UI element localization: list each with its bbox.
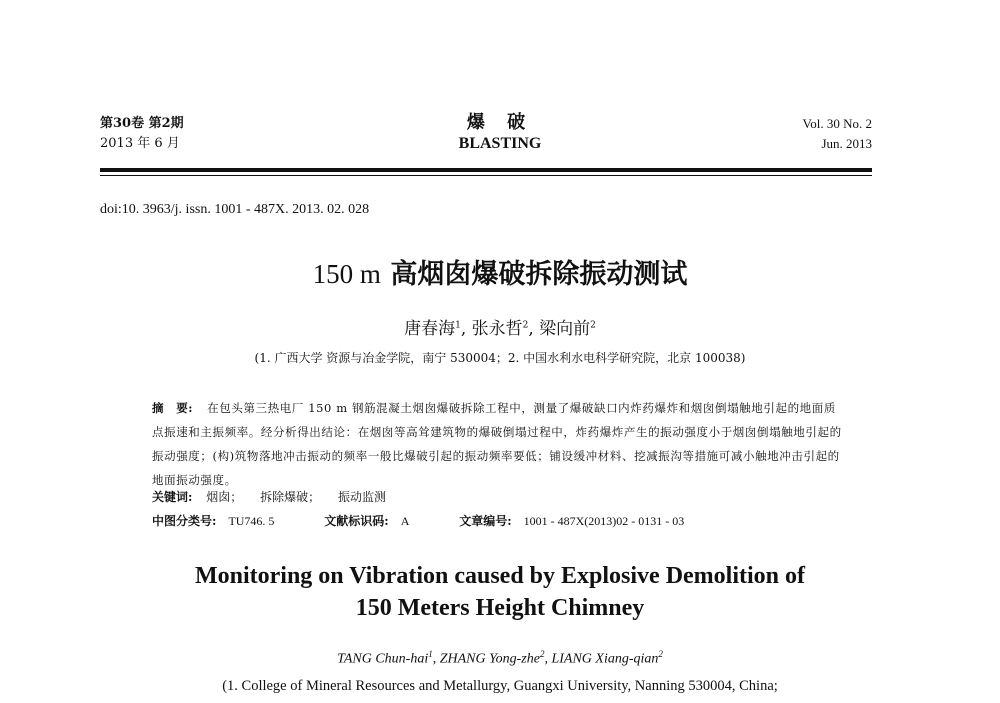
keyword: 拆除爆破；: [260, 490, 321, 504]
classification-row: [152, 512, 730, 529]
paper-title-cn: [0, 252, 1000, 291]
affiliation-en: (1. College of Mineral Resources and Metallurgy, Guangxi University, Nanning 530004, China;: [222, 678, 778, 694]
authors-en: TANG Chun-hai$^1$, ZHANG Yong-zhe$^2$, LIANG Xiang-qian$^2$: [337, 649, 663, 667]
author-affil-mark: 2: [522, 320, 529, 331]
author-cn: 梁向前: [539, 319, 591, 339]
author-affil-mark: 2: [590, 320, 596, 331]
paper-title-en: [0, 560, 1000, 624]
keywords-label: 关键词:: [152, 490, 193, 504]
abstract-cn: [152, 396, 842, 492]
date-cn: 2013 年 6 月: [100, 136, 180, 151]
clc-value: TU746. 5: [228, 514, 275, 528]
authors-cn: 唐春海$^1$, 张永哲$^2$, 梁向前$^2$: [404, 319, 596, 339]
doc-code-label: 文献标识码:: [324, 514, 389, 528]
title-en-line1: Monitoring on Vibration caused by Explosive Demolition of: [194, 563, 806, 589]
keyword: 烟囱；: [206, 490, 243, 504]
author-affil-mark: 1: [455, 320, 461, 331]
title-cn-number: 150 m: [312, 259, 381, 289]
header-volume-en-block: [803, 114, 872, 154]
abstract-label: 摘 要:: [152, 401, 194, 415]
author-affil-mark: 2: [539, 649, 545, 659]
abstract-text: 在包头第三热电厂 150 m 钢筋混凝土烟囱爆破拆除工程中，测量了爆破缺口内炸药爆炸和烟囱倒塌触地引起的地面质点振速和主振频率。经分析得出结论：在烟囱等高耸建筑物的爆破倒塌过程中，炸药爆炸产生的振动强度小于烟囱倒塌触地引起的振动强度；(构)筑物落地冲击振动的频率一般比爆破引起的振动频率要低；铺设缓冲材料、挖减振沟等措施可减小触地冲击引起的地面振动强度。: [152, 401, 842, 487]
volume-issue-en: Vol. 30 No. 2: [802, 116, 872, 131]
author-en: TANG Chun-hai: [337, 651, 429, 667]
header-rule-thin: [100, 175, 872, 176]
doi: doi:10. 3963/j. issn. 1001 - 487X. 2013. 02. 028: [100, 202, 370, 217]
author-cn: 张永哲: [471, 319, 523, 339]
author-en: ZHANG Yong-zhe: [439, 651, 540, 667]
keyword: 振动监测: [337, 490, 386, 504]
article-no-label: 文章编号:: [459, 514, 512, 528]
clc-label: 中图分类号:: [152, 514, 217, 528]
journal-name-en: BLASTING: [458, 135, 542, 152]
author-affil-mark: 2: [658, 649, 663, 659]
author-affil-mark: 1: [428, 649, 433, 659]
keywords-row: [152, 488, 400, 505]
article-no-value: 1001 - 487X(2013)02 - 0131 - 03: [523, 514, 685, 528]
header-rule-thick: [100, 168, 872, 172]
doc-code-value: A: [400, 514, 410, 528]
affiliation-cn: (1. 广西大学 资源与冶金学院，南宁 530004；2. 中国水利水电科学研究院，北京 100038): [254, 351, 746, 365]
journal-name-cn: 爆 破: [466, 112, 534, 133]
title-cn-text: 高烟囱爆破拆除振动测试: [390, 259, 688, 290]
date-en: Jun. 2013: [821, 136, 872, 151]
author-en: LIANG Xiang-qian: [551, 651, 659, 667]
title-en-line2: 150 Meters Height Chimney: [355, 595, 645, 621]
volume-issue-cn: 第30卷 第2期: [100, 116, 184, 131]
author-cn: 唐春海: [404, 319, 456, 339]
